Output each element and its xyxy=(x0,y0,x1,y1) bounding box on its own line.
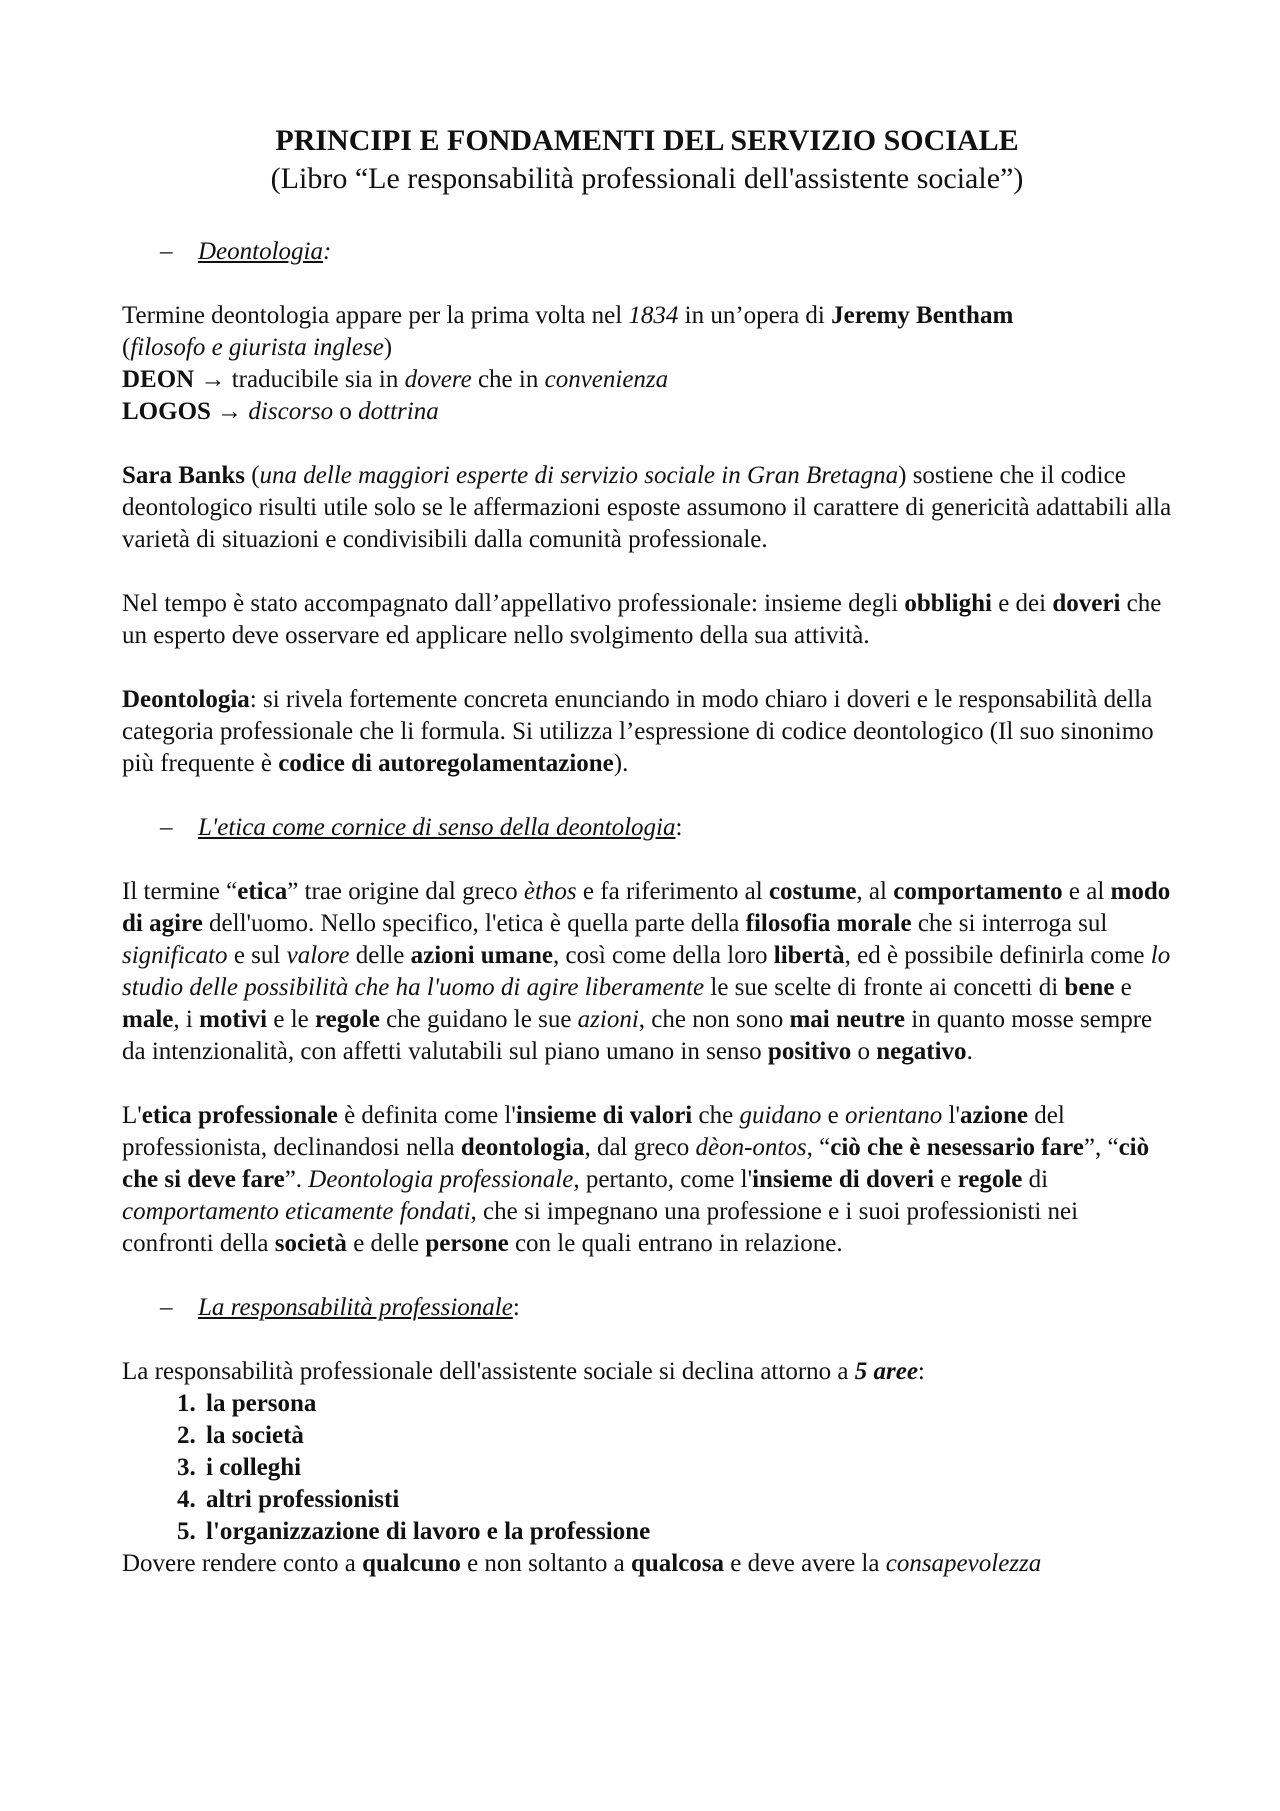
list-item: 5. l'organizzazione di lavoro e la professione xyxy=(202,1516,1172,1548)
paragraph-cinque-aree: La responsabilità professionale dell'assistente sociale si declina attorno a 5 aree: xyxy=(122,1358,925,1385)
list-item: 2. la società xyxy=(202,1420,1172,1452)
section-heading-etica: – L'etica come cornice di senso della deontologia: xyxy=(160,814,683,841)
list-item: 3. i colleghi xyxy=(202,1452,1172,1484)
paragraph-etica: Il termine “etica” trae origine dal greco èthos e fa riferimento al costume, al comportamento e al modo di agire dell'uomo. Nello specifico, l'etica è quella parte della filosofia morale che si interroga sul significato e sul valore delle azioni umane, così come della loro libertà, ed è possibile definirla come lo studio delle possibilità che ha l'uomo di agire liberamente le sue scelte di fronte ai concetti di bene e male, i motivi e le regole che guidano le sue azioni, che non sono mai neutre in quanto mosse sempre da intenzionalità, con affetti valutabili sul piano umano in senso positivo o negativo. xyxy=(122,878,1171,1065)
areas-list xyxy=(122,1388,1172,1548)
logos-term: LOGOS xyxy=(122,398,211,425)
document-body xyxy=(122,122,1172,1580)
section-heading-responsabilita: – La responsabilità professionale: xyxy=(160,1294,520,1321)
document-title: PRINCIPI E FONDAMENTI DEL SERVIZIO SOCIALE xyxy=(275,124,1019,157)
list-item: 1. la persona xyxy=(202,1388,1172,1420)
paragraph-etica-professionale: L'etica professionale è definita come l'insieme di valori che guidano e orientano l'azione del professionista, declinandosi nella deontologia, dal greco dèon-ontos, “ciò che è nesessario fare”, “ciò che si deve fare”. Deontologia professionale, pertanto, come l'insieme di doveri e regole di comportamento eticamente fondati, che si impegnano una professione e i suoi professionisti nei confronti della società e delle persone con le quali entrano in relazione. xyxy=(122,1102,1150,1257)
paragraph-appellativo: Nel tempo è stato accompagnato dall’appellativo professionale: insieme degli obblighi e dei doveri che un esperto deve osservare ed applicare nello svolgimento della sua attività. xyxy=(122,590,1162,649)
section-heading-deontologia: – Deontologia: xyxy=(160,238,332,265)
paragraph-deontologia-definition: Deontologia: si rivela fortemente concreta enunciando in modo chiaro i doveri e le responsabilità della categoria professionale che li formula. Si utilizza l’espressione di codice deontologico (Il suo sinonimo più frequente è codice di autoregolamentazione). xyxy=(122,686,1154,777)
deon-term: DEON xyxy=(122,366,195,393)
paragraph-dovere: Dovere rendere conto a qualcuno e non soltanto a qualcosa e deve avere la consapevolezza xyxy=(122,1550,1042,1577)
list-item: 4. altri professionisti xyxy=(202,1484,1172,1516)
paragraph-bentham: Termine deontologia appare per la prima volta nel 1834 in un’opera di Jeremy Bentham (filosofo e giurista inglese) DEON → traducibile sia in dovere che in convenienza LOGOS → discorso o dottrina xyxy=(122,302,1014,425)
paragraph-sara-banks: Sara Banks (una delle maggiori esperte di servizio sociale in Gran Bretagna) sostiene che il codice deontologico risulti utile solo se le affermazioni esposte assumono il carattere di genericità adattabili alla varietà di situazioni e condivisibili dalla comunità professionale. xyxy=(122,462,1172,553)
document-subtitle: (Libro “Le responsabilità professionali dell'assistente sociale”) xyxy=(270,162,1024,195)
